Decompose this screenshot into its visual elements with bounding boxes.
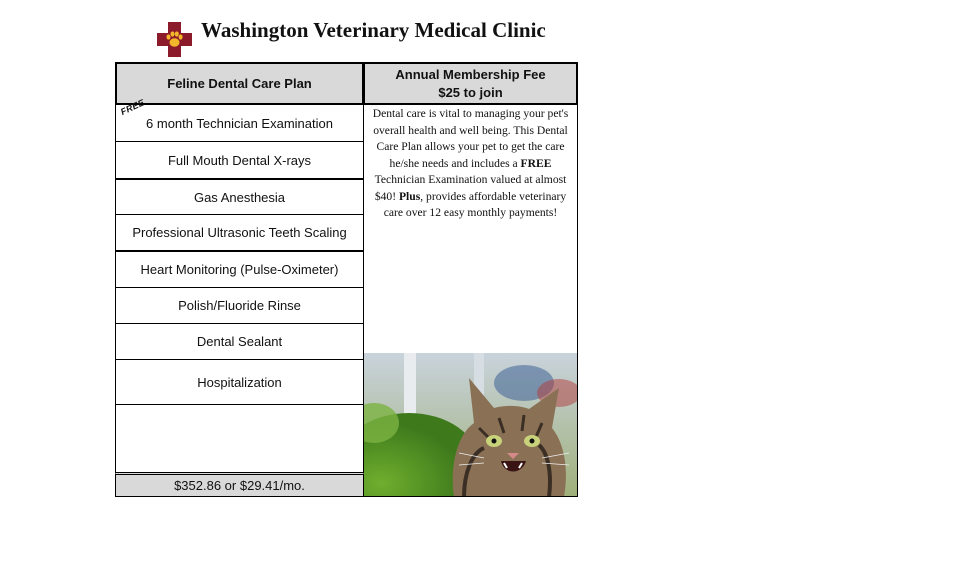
plan-item-label: Polish/Fluoride Rinse	[178, 298, 301, 313]
plan-item-label: Professional Ultrasonic Teeth Scaling	[132, 225, 347, 240]
plan-price: $352.86 or $29.41/mo.	[174, 478, 305, 493]
membership-header-cell	[363, 62, 578, 105]
plan-item-label: Gas Anesthesia	[193, 189, 286, 205]
plan-item-label: Dental Sealant	[196, 334, 283, 349]
plan-item-label: Hospitalization	[197, 374, 282, 390]
plan-price-cell	[115, 472, 364, 497]
plan-item-row	[115, 324, 364, 360]
plan-item-label: 6 month Technician Examination	[146, 115, 333, 131]
plan-item-row	[115, 179, 364, 215]
plan-item-row	[115, 142, 364, 179]
plan-title-cell	[115, 62, 364, 105]
plan-item-row	[115, 288, 364, 324]
plan-item-label: Heart Monitoring (Pulse-Oximeter)	[140, 262, 339, 277]
free-badge: FREE	[119, 97, 147, 118]
cat-photo	[364, 353, 578, 497]
membership-title: Annual Membership Fee	[395, 66, 546, 82]
plan-item-row	[115, 360, 364, 405]
plan-title: Feline Dental Care Plan	[167, 75, 312, 91]
cat-photo-icon	[364, 353, 578, 497]
plan-item-row	[115, 215, 364, 251]
clinic-logo-icon	[157, 22, 192, 57]
clinic-name: Washington Veterinary Medical Clinic	[201, 18, 546, 42]
dental-plan-sheet	[115, 62, 578, 497]
plan-empty-row	[115, 405, 364, 472]
plan-item-label: Full Mouth Dental X-rays	[167, 152, 312, 168]
membership-fee: $25 to join	[438, 84, 503, 100]
plan-item-row	[115, 251, 364, 288]
plan-item-row	[115, 97, 364, 142]
plan-description: Dental care is vital to managing your pet's overall health and well being. This Dental Care Plan allows your pet to get the care he/she needs and includes a FREE Technician Examination valued at almost $40! Plus, provides affordable veterinary care over 12 easy monthly payments!	[364, 105, 578, 353]
